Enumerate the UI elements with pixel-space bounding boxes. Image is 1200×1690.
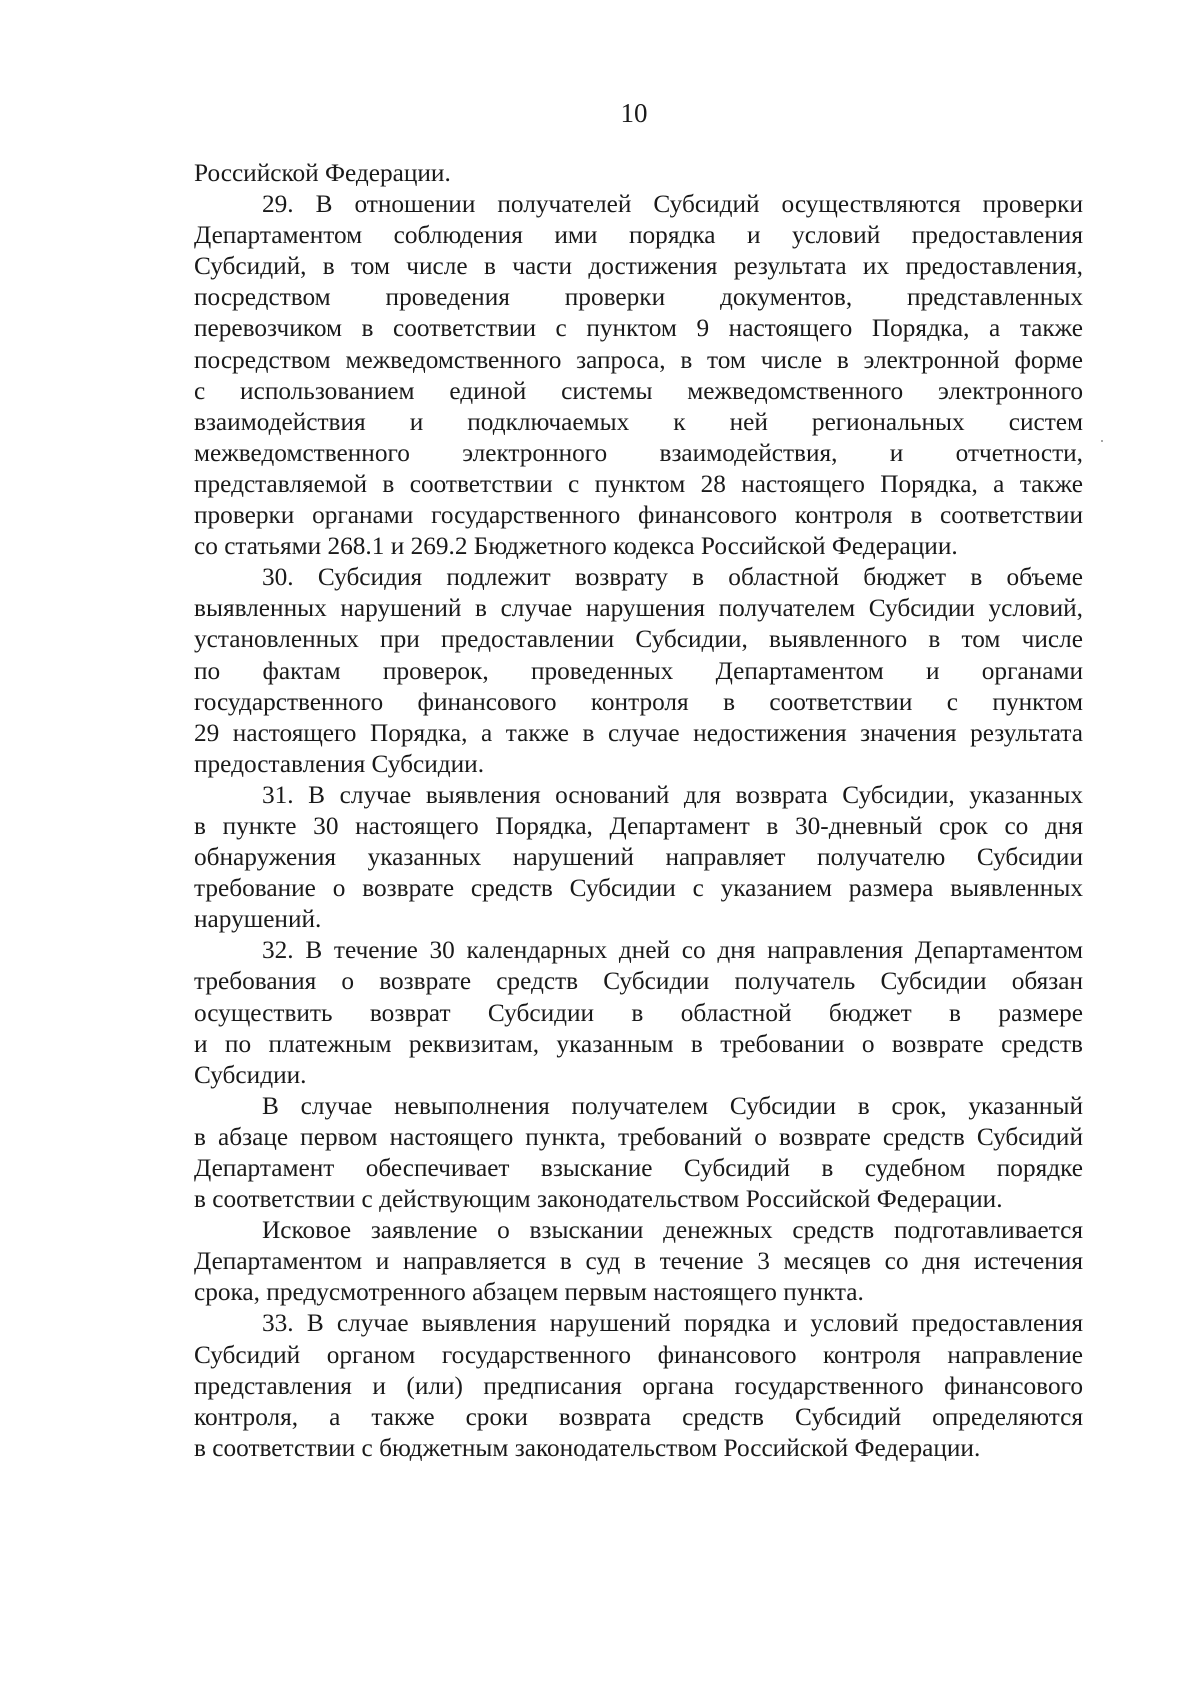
text-line: В случае невыполнения получателем Субсидии в срок, указанный: [262, 1091, 1083, 1120]
text-line: Департаментом соблюдения ими порядка и условий предоставления: [194, 221, 1083, 250]
text-line: в соответствии с бюджетным законодательством Российской Федерации.: [194, 1433, 981, 1462]
text-line: Департаментом и направляется в суд в течение 3 месяцев со дня истечения: [194, 1247, 1083, 1276]
text-line: перевозчиком в соответствии с пунктом 9 настоящего Порядка, а также: [194, 314, 1083, 343]
text-line: контроля, а также сроки возврата средств Субсидий определяются: [194, 1402, 1083, 1431]
text-line: с использованием единой системы межведомственного электронного: [194, 376, 1083, 405]
text-line: представляемой в соответствии с пунктом 28 настоящего Порядка, а также: [194, 469, 1083, 498]
text-line: 29 настоящего Порядка, а также в случае недостижения значения результата: [194, 718, 1083, 747]
text-line: выявленных нарушений в случае нарушения получателем Субсидии условий,: [194, 594, 1083, 623]
text-line: нарушений.: [194, 905, 322, 934]
text-line: и по платежным реквизитам, указанным в требовании о возврате средств: [194, 1029, 1083, 1058]
text-line: в соответствии с действующим законодательством Российской Федерации.: [194, 1185, 1003, 1214]
scan-speck: [1101, 440, 1103, 442]
text-line: со статьями 268.1 и 269.2 Бюджетного кодекса Российской Федерации.: [194, 532, 958, 561]
text-line: установленных при предоставлении Субсидии, выявленного в том числе: [194, 625, 1083, 654]
text-line: Российской Федерации.: [194, 159, 451, 187]
text-line: обнаружения указанных нарушений направляет получателю Субсидии: [194, 843, 1083, 872]
text-line: предоставления Субсидии.: [194, 749, 485, 778]
text-line: государственного финансового контроля в соответствии с пунктом: [194, 687, 1083, 716]
text-line: проверки органами государственного финансового контроля в соответствии: [194, 501, 1083, 530]
text-line: Субсидии.: [194, 1060, 307, 1089]
text-line: 29. В отношении получателей Субсидий осуществляются проверки: [262, 190, 1083, 219]
text-line: в пункте 30 настоящего Порядка, Департамент в 30-дневный срок со дня: [194, 811, 1083, 840]
text-line: требование о возврате средств Субсидии с указанием размера выявленных: [194, 874, 1083, 903]
text-line: срока, предусмотренного абзацем первым настоящего пункта.: [194, 1278, 864, 1307]
text-line: 32. В течение 30 календарных дней со дня направления Департаментом: [262, 936, 1083, 965]
text-line: 31. В случае выявления оснований для возврата Субсидии, указанных: [262, 780, 1083, 809]
text-line: посредством проведения проверки документов, представленных: [194, 283, 1083, 312]
text-line: осуществить возврат Субсидии в областной бюджет в размере: [194, 998, 1083, 1027]
text-line: Субсидий, в том числе в части достижения результата их предоставления,: [194, 252, 1083, 281]
page-number: 10: [620, 98, 648, 128]
text-line: Субсидий органом государственного финансового контроля направление: [194, 1340, 1083, 1369]
text-line: взаимодействия и подключаемых к ней региональных систем: [194, 407, 1083, 436]
text-line: представления и (или) предписания органа государственного финансового: [194, 1371, 1083, 1400]
text-line: 30. Субсидия подлежит возврату в областной бюджет в объеме: [262, 563, 1083, 592]
text-line: по фактам проверок, проведенных Департаментом и органами: [194, 656, 1083, 685]
text-line: Исковое заявление о взыскании денежных средств подготавливается: [262, 1216, 1083, 1245]
text-line: требования о возврате средств Субсидии получатель Субсидии обязан: [194, 967, 1083, 996]
text-line: межведомственного электронного взаимодействия, и отчетности,: [194, 438, 1083, 467]
document-body: [194, 158, 1083, 1464]
text-line: в абзаце первом настоящего пункта, требований о возврате средств Субсидий: [194, 1122, 1083, 1151]
text-line: 33. В случае выявления нарушений порядка и условий предоставления: [262, 1309, 1083, 1338]
text-line: посредством межведомственного запроса, в том числе в электронной форме: [194, 345, 1083, 374]
text-line: Департамент обеспечивает взыскание Субсидий в судебном порядке: [194, 1154, 1083, 1182]
